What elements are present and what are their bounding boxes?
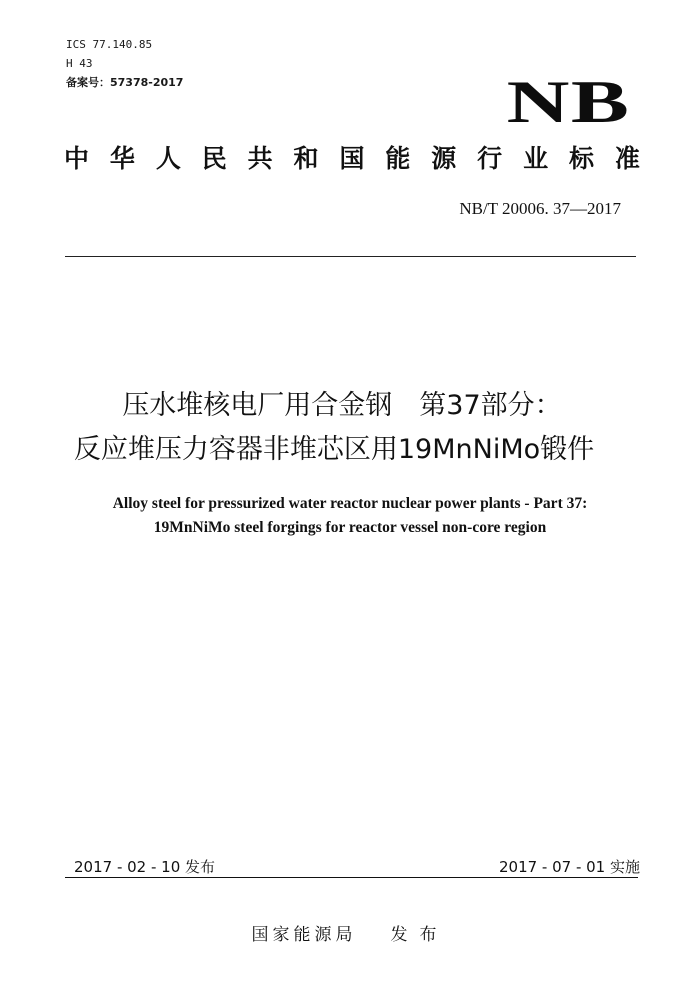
standard-title-char: 标 <box>568 144 594 173</box>
standard-number: NB/T 20006. 37—2017 <box>459 199 621 218</box>
implementation-date: 2017 - 07 - 01 实施 <box>498 858 640 876</box>
standard-title-char: 和 <box>293 144 319 173</box>
standard-title-char: 人 <box>155 144 181 173</box>
standard-category-title <box>64 143 640 175</box>
english-title-line-2: 19MnNiMo steel forgings for reactor vessel non-core region <box>153 519 547 536</box>
standard-title-char: 准 <box>614 144 640 173</box>
issue-date: 2017 - 02 - 10 发布 <box>74 858 216 876</box>
standard-title-char: 民 <box>201 144 227 173</box>
issuer-line <box>0 924 700 946</box>
standard-title-char: 行 <box>477 144 503 173</box>
issue-action: 发布 <box>390 925 449 945</box>
english-title-line-1: Alloy steel for pressurized water reactor nuclear power plants - Part 37: <box>112 495 588 512</box>
nb-logo: NB <box>506 69 630 135</box>
standard-title-char: 中 <box>64 144 90 173</box>
standard-title-char: 国 <box>339 144 365 173</box>
issuing-authority: 国家能源局 <box>251 925 357 945</box>
standard-title-char: 业 <box>523 144 549 173</box>
standard-title-char: 源 <box>431 144 457 173</box>
footer-divider <box>65 877 638 878</box>
record-number: 备案号：57378-2017 <box>66 76 184 89</box>
ics-code: ICS 77.140.85 <box>66 38 153 51</box>
header-divider <box>65 256 636 257</box>
chinese-title-line-1: 压水堆核电厂用合金钢 第37部分： <box>122 390 562 421</box>
standard-title-char: 华 <box>109 144 135 173</box>
standard-title-char: 共 <box>247 144 273 173</box>
classification-code: H 43 <box>66 57 93 70</box>
standard-title-char: 能 <box>385 144 411 173</box>
chinese-title-line-2: 反应堆压力容器非堆芯区用19MnNiMo锻件 <box>73 434 595 465</box>
